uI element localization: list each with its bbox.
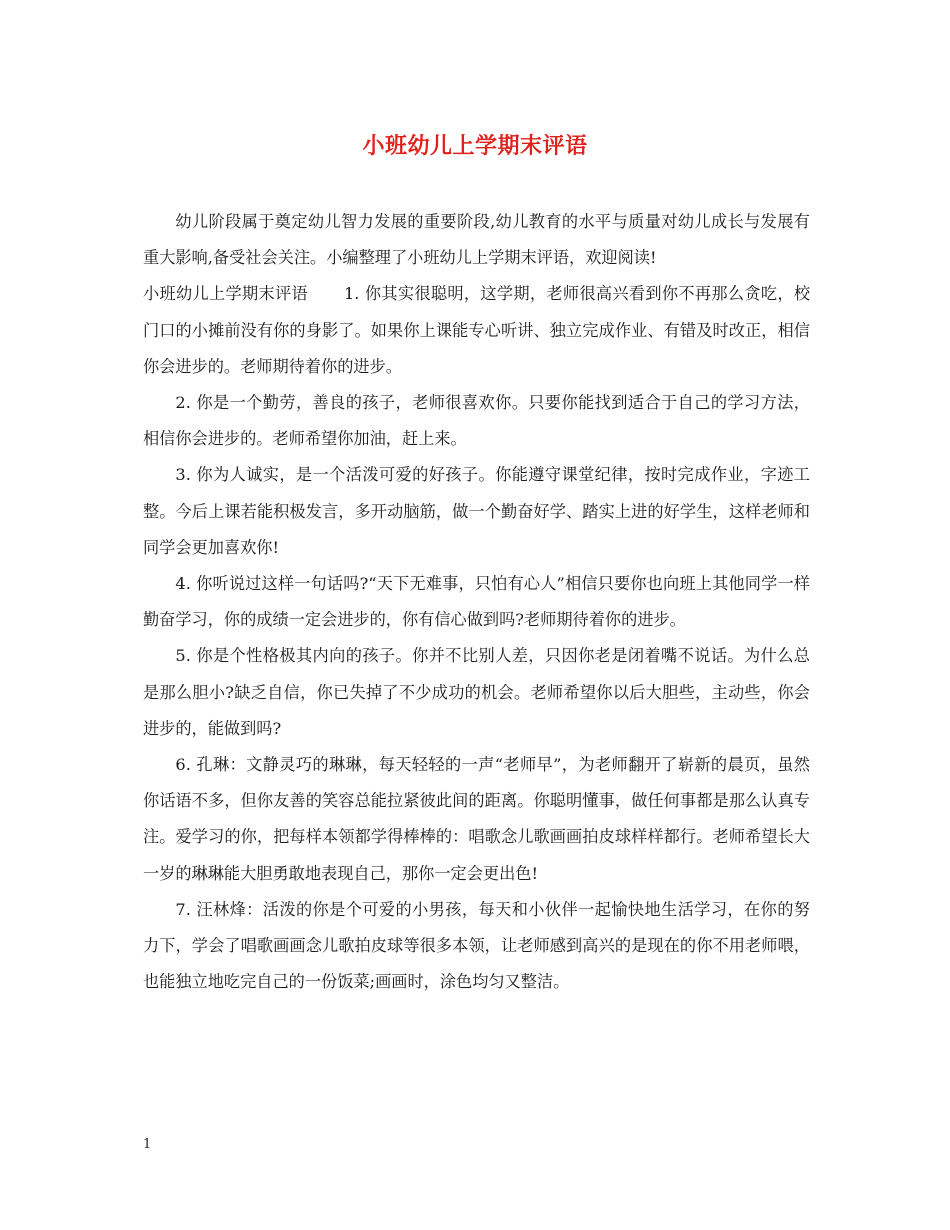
first-item-paragraph bbox=[143, 276, 810, 385]
comment-item-7: 7. 汪林烽：活泼的你是个可爱的小男孩，每天和小伙伴一起愉快地生活学习，在你的努力下，学会了唱歌画画念儿歌拍皮球等很多本领，让老师感到高兴的是现在的你不用老师喂，也能独立地吃完自己的一份饭菜;画画时，涂色均匀又整洁。 bbox=[143, 899, 810, 992]
comment-item-2: 2. 你是一个勤劳，善良的孩子，老师很喜欢你。只要你能找到适合于自己的学习方法，相信你会进步的。老师希望你加油，赶上来。 bbox=[143, 393, 810, 449]
intro-paragraph: 幼儿阶段属于奠定幼儿智力发展的重要阶段,幼儿教育的水平与质量对幼儿成长与发展有重大影响,备受社会关注。小编整理了小班幼儿上学期末评语，欢迎阅读! bbox=[143, 212, 810, 268]
comment-item-6: 6. 孔琳：文静灵巧的琳琳，每天轻轻的一声“老师早”，为老师翻开了崭新的晨页，虽然你话语不多，但你友善的笑容总能拉紧彼此间的距离。你聪明懂事，做任何事都是那么认真专注。爱学习的你，把每样本领都学得棒棒的：唱歌念儿歌画画拍皮球样样都行。老师希望长大一岁的琳琳能大胆勇敢地表现自己，那你一定会更出色! bbox=[143, 755, 810, 883]
comment-item-1: 1. 你其实很聪明，这学期，老师很高兴看到你不再那么贪吃，校门口的小摊前没有你的身影了。如果你上课能专心听讲、独立完成作业、有错及时改正，相信你会进步的。老师期待着你的进步。 bbox=[143, 284, 811, 376]
document-body bbox=[143, 204, 810, 1000]
comment-item-4: 4. 你听说过这样一句话吗?“天下无难事，只怕有心人”相信只要你也向班上其他同学一样勤奋学习，你的成绩一定会进步的，你有信心做到吗?老师期待着你的进步。 bbox=[143, 574, 810, 630]
comment-item-3: 3. 你为人诚实，是一个活泼可爱的好孩子。你能遵守课堂纪律，按时完成作业，字迹工整。今后上课若能积极发言，多开动脑筋，做一个勤奋好学、踏实上进的好学生，这样老师和同学会更加喜欢你! bbox=[143, 465, 810, 557]
comment-item-5: 5. 你是个性格极其内向的孩子。你并不比别人差，只因你老是闭着嘴不说话。为什么总是那么胆小?缺乏自信，你已失掉了不少成功的机会。老师希望你以后大胆些，主动些，你会进步的，能做到吗? bbox=[143, 646, 810, 738]
document-title: 小班幼儿上学期末评语 bbox=[362, 133, 588, 159]
section-heading: 小班幼儿上学期末评语 bbox=[143, 284, 308, 304]
page-number: 1 bbox=[143, 1137, 152, 1152]
